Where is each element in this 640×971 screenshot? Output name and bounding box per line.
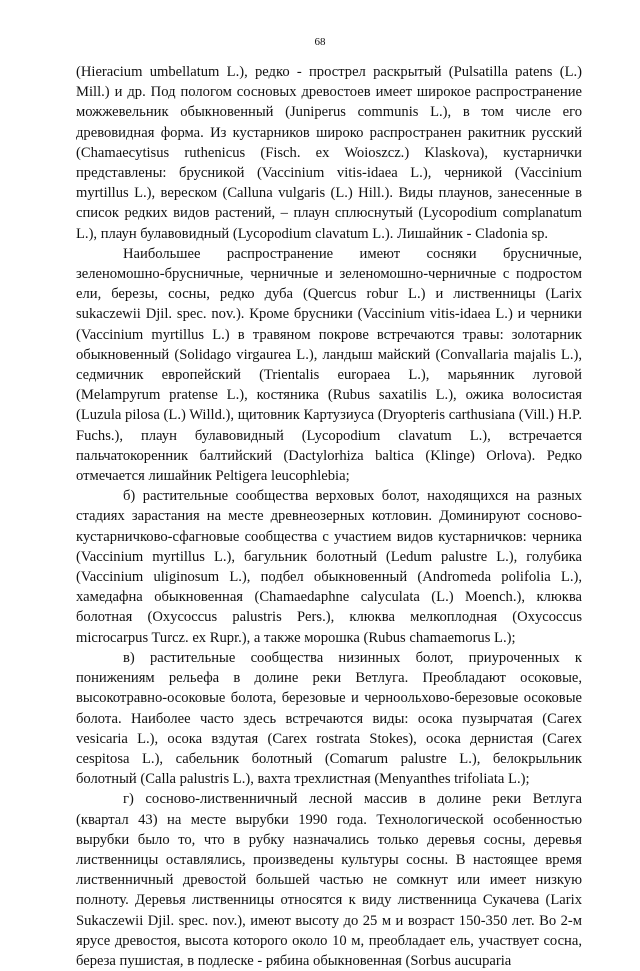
paragraph-raised-bogs: б) растительные сообщества верховых болот, находящихся на разных стадиях зарастания на месте древнеозерных котловин. Доминируют сосново-кустарничково-сфагновые сообщества с участием видов кустарничков: черника (Vaccinium myrtillus L.), багульник болотный (Ledum palustre L.), голубика (Vaccinium uliginosum L.), подбел обыкновенный (Andromeda polifolia L.), хамедафна обыкновенная (Chamaedaphne calyculata (L.) Moench.), клюква болотная (Oxycoccus palustris Pers.), клюква мелкоплодная (Oxycoccus microcarpus Turcz. ex Rupr.), а также морошка (Rubus chamaemorus L.); <box>76 488 582 646</box>
paragraph-continuation: (Hieracium umbellatum L.), редко - прострел раскрытый (Pulsatilla patens (L.) Mill.) и др. Под пологом сосновых древостоев имеет широкое распространение можжевельник обыкновенный (Juniperus communis L.), в том числе его древовидная форма. Из кустарников широко распространен ракитник русский (Chamaecytisus ruthenicus (Fisch. ex Woioszcz.) Klaskova), кустарнички представлены: брусникой (Vaccinium vitis-idaea L.), черникой (Vaccinium myrtillus L.), вереском (Calluna vulgaris (L.) Hill.). Виды плаунов, занесенные в список редких видов растений, – плаун сплюснутый (Lycopodium complanatum L.), плаун булавовидный (Lycopodium clavatum L.). Лишайник - Cladonia sp. <box>76 64 582 242</box>
body-text <box>76 62 582 971</box>
paragraph-pine-forests: Наибольшее распространение имеют сосняки брусничные, зеленомошно-брусничные, черничные и зеленомошно-черничные с подростом ели, березы, сосны, редко дуба (Quercus robur L.) и лиственницы (Larix sukaczewii Djil. spec. nov.). Кроме брусники (Vaccinium vitis-idaea L.) и черники (Vaccinium myrtillus L.) в травяном покрове встречаются травы: золотарник обыкновенный (Solidago virgaurea L.), ландыш майский (Convallaria majalis L.), седмичник европейский (Trientalis europaea L.), марьянник луговой (Melampyrum pratense L.), костяника (Rubus saxatilis L.), ожика волосистая (Luzula pilosa (L.) Willd.), щитовник Картузиуса (Dryopteris carthusiana (Vill.) H.P. Fuchs.), плаун булавовидный (Lycopodium clavatum L.), встречается пальчатокоренник балтийский (Dactylorhiza baltica (Klinge) Orlova). Редко отмечается лишайник Peltigera leucophlebia; <box>76 245 582 485</box>
page-number: 68 <box>314 36 326 48</box>
paragraph-lowland-bogs: в) растительные сообщества низинных болот, приуроченных к понижениям рельефа в долине реки Ветлуга. Преобладают осоковые, высокотравно-осоковые болота, березовые и черноольхово-березовые осоковые болота. Наиболее часто здесь встречаются виды: осока пузырчатая (Carex vesicaria L.), осока вздутая (Carex rostrata Stokes), осока дернистая (Carex cespitosa L.), сабельник болотный (Comarum palustre L.), белокрыльник болотный (Calla palustris L.), вахта трехлистная (Menyanthes trifoliata L.); <box>76 649 582 788</box>
paragraph-larch-forest: г) сосново-лиственничный лесной массив в долине реки Ветлуга (квартал 43) на месте вырубки 1990 года. Технологической особенностью вырубки было то, что в рубку назначались только деревья сосны, деревья лиственницы оставлялись, произведены культуры сосны. В настоящее время лиственничный древостой большей частью не сомкнут или имеет низкую полноту. Деревья лиственницы относятся к виду лиственница Сукачева (Larix Sukaczewii Djil. spec. nov.), имеют высоту до 25 м и возраст 150-350 лет. Во 2-м ярусе древостоя, высота которого около 10 м, преобладает ель, участвует сосна, береза пушистая, в подлеске - рябина обыкновенная (Sorbus aucuparia <box>76 791 582 969</box>
